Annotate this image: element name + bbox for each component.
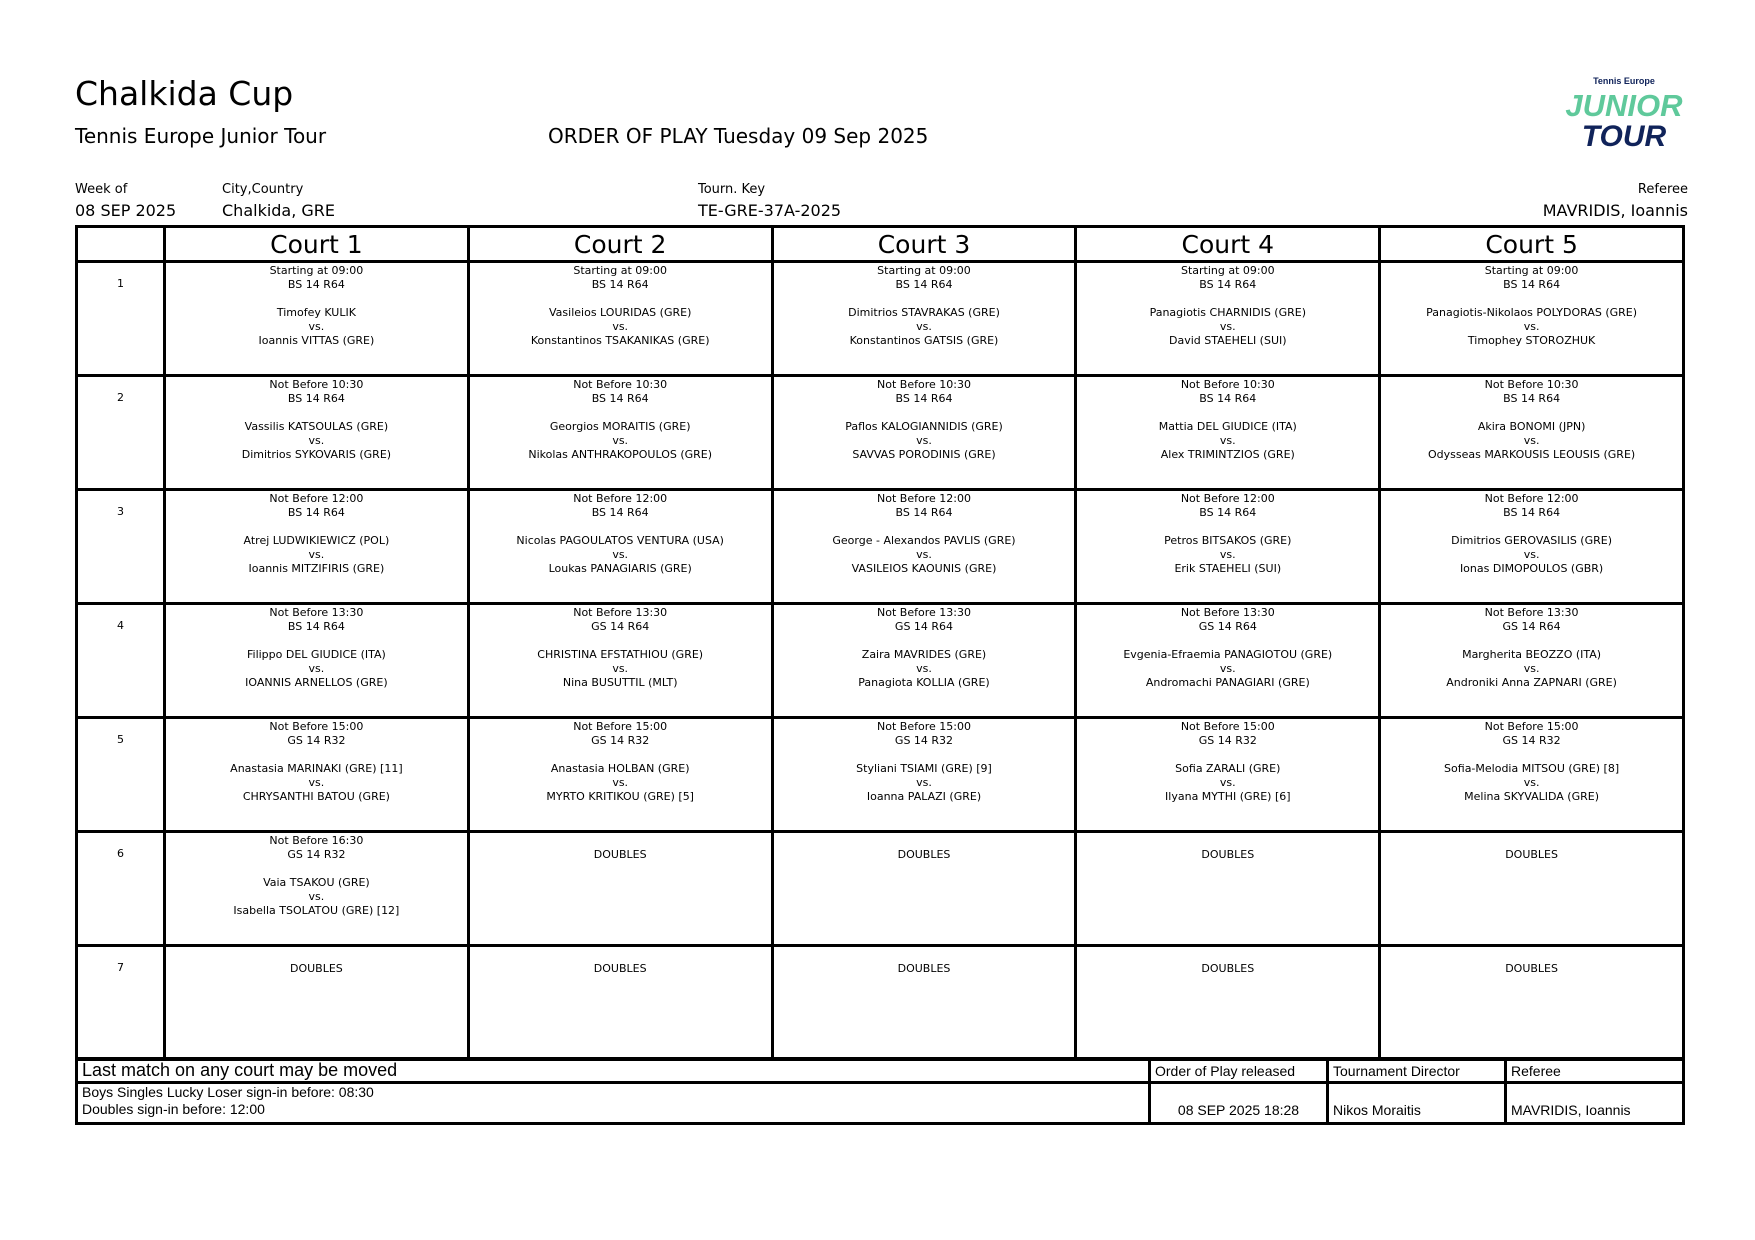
match-event: BS 14 R64	[1199, 506, 1257, 519]
match-cell	[165, 946, 469, 1060]
match-cell	[468, 262, 772, 376]
row-number: 7	[77, 946, 165, 1060]
match-cell	[165, 604, 469, 718]
schedule-row	[77, 490, 1684, 604]
match-cell	[1380, 946, 1684, 1060]
player-one: Georgios MORAITIS (GRE)	[549, 420, 691, 433]
player-one: Filippo DEL GIUDICE (ITA)	[246, 648, 386, 661]
match-event: BS 14 R64	[1503, 392, 1561, 405]
match-time: Not Before 15:00	[1484, 720, 1579, 733]
match-event: BS 14 R64	[591, 278, 649, 291]
match-cell	[165, 376, 469, 490]
match-time: Starting at 09:00	[573, 264, 668, 277]
logo-small-text: Tennis Europe	[1593, 76, 1655, 86]
match-event: BS 14 R64	[1503, 506, 1561, 519]
corner-cell	[77, 227, 165, 262]
match-event: BS 14 R64	[895, 392, 953, 405]
court-header: Court 4	[1076, 227, 1380, 262]
player-one: Styliani TSIAMI (GRE) [9]	[856, 762, 992, 775]
player-one: Petros BITSAKOS (GRE)	[1164, 534, 1292, 547]
player-two: Loukas PANAGIARIS (GRE)	[548, 562, 692, 575]
footer-table	[75, 1057, 1685, 1125]
versus-label: vs.	[308, 662, 325, 675]
match-event: GS 14 R32	[287, 734, 346, 747]
schedule-row	[77, 604, 1684, 718]
tourn-key-label: Tourn. Key	[698, 182, 766, 197]
versus-label: vs.	[612, 320, 629, 333]
match-time: Not Before 10:30	[1180, 378, 1275, 391]
match-cell	[1380, 490, 1684, 604]
match-cell	[165, 832, 469, 946]
match-event: BS 14 R64	[287, 506, 345, 519]
player-two: Konstantinos TSAKANIKAS (GRE)	[530, 334, 710, 347]
player-two: Ioannis MITZIFIRIS (GRE)	[248, 562, 385, 575]
match-cell	[772, 832, 1076, 946]
match-time: Not Before 12:00	[1180, 492, 1275, 505]
order-of-play-title: ORDER OF PLAY Tuesday 09 Sep 2025	[548, 124, 929, 148]
court-header-row	[77, 227, 1684, 262]
player-one: Paflos KALOGIANNIDIS (GRE)	[845, 420, 1003, 433]
player-one: Timofey KULIK	[276, 306, 356, 319]
director-value: Nikos Moraitis	[1328, 1083, 1506, 1124]
match-cell	[1076, 832, 1380, 946]
doubles-label: DOUBLES	[593, 962, 647, 975]
player-one: Panagiotis-Nikolaos POLYDORAS (GRE)	[1426, 306, 1638, 319]
player-one: Akira BONOMI (JPN)	[1477, 420, 1586, 433]
released-value: 08 SEP 2025 18:28	[1150, 1083, 1328, 1124]
match-cell	[165, 490, 469, 604]
match-cell	[1380, 718, 1684, 832]
match-cell	[468, 718, 772, 832]
versus-label: vs.	[1219, 548, 1236, 561]
court-header: Court 5	[1380, 227, 1684, 262]
order-of-play-table	[75, 225, 1685, 1061]
match-time: Starting at 09:00	[269, 264, 364, 277]
match-cell	[1076, 718, 1380, 832]
match-time: Not Before 12:00	[573, 492, 668, 505]
versus-label: vs.	[308, 548, 325, 561]
footer-note: Last match on any court may be moved	[77, 1059, 1150, 1083]
player-one: Atrej LUDWIKIEWICZ (POL)	[243, 534, 390, 547]
player-two: Alex TRIMINTZIOS (GRE)	[1160, 448, 1295, 461]
player-one: Vasileios LOURIDAS (GRE)	[549, 306, 692, 319]
doubles-label: DOUBLES	[1505, 962, 1558, 975]
court-header: Court 2	[468, 227, 772, 262]
match-event: BS 14 R64	[1199, 392, 1257, 405]
schedule-row	[77, 376, 1684, 490]
tour-subtitle: Tennis Europe Junior Tour	[75, 124, 327, 148]
match-event: GS 14 R64	[894, 620, 954, 633]
doubles-label: DOUBLES	[593, 848, 647, 861]
city-label: City,Country	[222, 182, 304, 197]
match-event: BS 14 R64	[895, 506, 953, 519]
player-one: Panagiotis CHARNIDIS (GRE)	[1149, 306, 1307, 319]
versus-label: vs.	[308, 434, 325, 447]
week-value: 08 SEP 2025	[75, 201, 177, 220]
city-value: Chalkida, GRE	[222, 201, 336, 220]
match-time: Not Before 15:00	[573, 720, 668, 733]
player-two: Erik STAEHELI (SUI)	[1174, 562, 1282, 575]
tourn-key-value: TE-GRE-37A-2025	[698, 201, 842, 220]
player-two: Konstantinos GATSIS (GRE)	[849, 334, 999, 347]
match-time: Not Before 12:00	[877, 492, 971, 505]
match-cell	[468, 946, 772, 1060]
schedule-row	[77, 832, 1684, 946]
match-cell	[772, 946, 1076, 1060]
match-time: Not Before 10:30	[1484, 378, 1579, 391]
player-two: Ioannis VITTAS (GRE)	[258, 334, 375, 347]
match-event: BS 14 R64	[1503, 278, 1561, 291]
doubles-label: DOUBLES	[1201, 962, 1255, 975]
match-event: BS 14 R64	[591, 392, 649, 405]
row-number: 6	[77, 832, 165, 946]
match-event: BS 14 R64	[895, 278, 953, 291]
match-cell	[772, 490, 1076, 604]
match-time: Starting at 09:00	[877, 264, 971, 277]
match-cell	[1076, 946, 1380, 1060]
player-two: Panagiota KOLLIA (GRE)	[858, 676, 990, 689]
schedule-row	[77, 718, 1684, 832]
match-cell	[468, 604, 772, 718]
match-event: GS 14 R64	[1198, 620, 1257, 633]
versus-label: vs.	[308, 320, 325, 333]
versus-label: vs.	[1523, 662, 1540, 675]
match-event: GS 14 R32	[1502, 734, 1561, 747]
court-header: Court 3	[772, 227, 1076, 262]
player-one: Sofia-Melodia MITSOU (GRE) [8]	[1444, 762, 1620, 775]
versus-label: vs.	[308, 890, 325, 903]
match-time: Not Before 13:30	[1484, 606, 1579, 619]
match-cell	[1076, 376, 1380, 490]
row-number: 2	[77, 376, 165, 490]
player-one: Dimitrios GEROVASILIS (GRE)	[1451, 534, 1613, 547]
player-two: Timophey STOROZHUK	[1467, 334, 1596, 347]
match-time: Starting at 09:00	[1484, 264, 1579, 277]
schedule-row	[77, 946, 1684, 1060]
match-time: Not Before 15:00	[1180, 720, 1275, 733]
match-cell	[772, 604, 1076, 718]
versus-label: vs.	[612, 548, 629, 561]
junior-tour-logo	[1560, 74, 1688, 154]
tournament-title: Chalkida Cup	[75, 74, 294, 113]
match-cell	[1076, 490, 1380, 604]
versus-label: vs.	[1523, 776, 1540, 789]
match-cell	[165, 718, 469, 832]
signin-info	[77, 1083, 1150, 1124]
player-one: Margherita BEOZZO (ITA)	[1462, 648, 1602, 661]
versus-label: vs.	[612, 776, 629, 789]
player-two: Ioanna PALAZI (GRE)	[866, 790, 982, 803]
player-one: Vassilis KATSOULAS (GRE)	[244, 420, 389, 433]
player-two: Isabella TSOLATOU (GRE) [12]	[233, 904, 400, 917]
player-two: Androniki Anna ZAPNARI (GRE)	[1446, 676, 1617, 689]
match-cell	[468, 376, 772, 490]
match-time: Starting at 09:00	[1180, 264, 1275, 277]
footer-referee-value: MAVRIDIS, Ioannis	[1506, 1083, 1684, 1124]
match-time: Not Before 16:30	[269, 834, 364, 847]
referee-label: Referee	[1637, 182, 1688, 197]
player-two: Ionas DIMOPOULOS (GBR)	[1459, 562, 1604, 575]
doubles-label: DOUBLES	[290, 962, 343, 975]
row-number: 4	[77, 604, 165, 718]
match-time: Not Before 13:30	[269, 606, 364, 619]
player-two: Melina SKYVALIDA (GRE)	[1464, 790, 1599, 803]
versus-label: vs.	[916, 662, 932, 675]
player-two: VASILEIOS KAOUNIS (GRE)	[851, 562, 997, 575]
match-event: GS 14 R32	[894, 734, 954, 747]
match-time: Not Before 10:30	[269, 378, 364, 391]
versus-label: vs.	[916, 434, 932, 447]
match-time: Not Before 12:00	[269, 492, 364, 505]
logo-junior-text: JUNIOR	[1565, 88, 1683, 123]
match-cell	[1076, 262, 1380, 376]
player-one: Evgenia-Efraemia PANAGIOTOU (GRE)	[1123, 648, 1333, 661]
versus-label: vs.	[612, 434, 629, 447]
player-one: Anastasia MARINAKI (GRE) [11]	[230, 762, 403, 775]
player-two: Nina BUSUTTIL (MLT)	[562, 676, 678, 689]
versus-label: vs.	[308, 776, 325, 789]
match-cell	[1380, 376, 1684, 490]
referee-value: MAVRIDIS, Ioannis	[1542, 201, 1688, 220]
week-label: Week of	[75, 182, 128, 197]
player-one: George - Alexandos PAVLIS (GRE)	[832, 534, 1016, 547]
match-time: Not Before 13:30	[1180, 606, 1275, 619]
director-label: Tournament Director	[1328, 1059, 1506, 1083]
player-two: Andromachi PANAGIARI (GRE)	[1145, 676, 1310, 689]
match-time: Not Before 10:30	[877, 378, 971, 391]
versus-label: vs.	[1523, 320, 1540, 333]
player-one: CHRISTINA EFSTATHIOU (GRE)	[537, 648, 704, 661]
player-one: Zaira MAVRIDES (GRE)	[861, 648, 987, 661]
match-cell	[1380, 262, 1684, 376]
signin-doubles: Doubles sign-in before: 12:00	[82, 1101, 265, 1117]
player-two: IOANNIS ARNELLOS (GRE)	[245, 676, 388, 689]
match-event: BS 14 R64	[287, 392, 345, 405]
versus-label: vs.	[916, 320, 932, 333]
footer-referee-label: Referee	[1506, 1059, 1684, 1083]
match-cell	[468, 490, 772, 604]
versus-label: vs.	[1219, 320, 1236, 333]
match-time: Not Before 13:30	[877, 606, 971, 619]
player-two: SAVVAS PORODINIS (GRE)	[852, 448, 996, 461]
doubles-label: DOUBLES	[1201, 848, 1255, 861]
match-time: Not Before 12:00	[1484, 492, 1579, 505]
match-cell	[1076, 604, 1380, 718]
match-time: Not Before 15:00	[269, 720, 364, 733]
match-event: BS 14 R64	[1199, 278, 1257, 291]
match-event: GS 14 R32	[1198, 734, 1257, 747]
row-number: 3	[77, 490, 165, 604]
player-two: Nikolas ANTHRAKOPOULOS (GRE)	[528, 448, 713, 461]
match-time: Not Before 15:00	[877, 720, 971, 733]
doubles-label: DOUBLES	[897, 848, 951, 861]
player-one: Vaia TSAKOU (GRE)	[263, 876, 370, 889]
versus-label: vs.	[916, 548, 932, 561]
match-cell	[468, 832, 772, 946]
versus-label: vs.	[1523, 434, 1540, 447]
released-label: Order of Play released	[1150, 1059, 1328, 1083]
match-time: Not Before 10:30	[573, 378, 668, 391]
logo-tour-text: TOUR	[1581, 120, 1667, 153]
match-event: BS 14 R64	[591, 506, 649, 519]
signin-lucky-loser: Boys Singles Lucky Loser sign-in before: 08:30	[82, 1084, 374, 1100]
match-time: Not Before 13:30	[573, 606, 668, 619]
match-event: GS 14 R32	[591, 734, 650, 747]
match-cell	[772, 718, 1076, 832]
player-one: Dimitrios STAVRAKAS (GRE)	[848, 306, 1000, 319]
match-cell	[772, 262, 1076, 376]
match-event: GS 14 R64	[591, 620, 650, 633]
versus-label: vs.	[612, 662, 629, 675]
row-number: 1	[77, 262, 165, 376]
match-event: GS 14 R64	[1502, 620, 1561, 633]
match-event: BS 14 R64	[287, 278, 345, 291]
versus-label: vs.	[1219, 434, 1236, 447]
player-one: Nicolas PAGOULATOS VENTURA (USA)	[516, 534, 724, 547]
row-number: 5	[77, 718, 165, 832]
match-cell	[1380, 832, 1684, 946]
match-cell	[165, 262, 469, 376]
match-event: BS 14 R64	[287, 620, 345, 633]
versus-label: vs.	[916, 776, 932, 789]
player-two: CHRYSANTHI BATOU (GRE)	[242, 790, 390, 803]
versus-label: vs.	[1523, 548, 1540, 561]
player-one: Mattia DEL GIUDICE (ITA)	[1158, 420, 1297, 433]
schedule-row	[77, 262, 1684, 376]
player-two: David STAEHELI (SUI)	[1169, 334, 1287, 347]
player-two: Odysseas MARKOUSIS LEOUSIS (GRE)	[1427, 448, 1636, 461]
player-one: Anastasia HOLBAN (GRE)	[550, 762, 690, 775]
versus-label: vs.	[1219, 662, 1236, 675]
player-two: Dimitrios SYKOVARIS (GRE)	[241, 448, 392, 461]
match-cell	[1380, 604, 1684, 718]
versus-label: vs.	[1219, 776, 1236, 789]
match-cell	[772, 376, 1076, 490]
match-event: GS 14 R32	[287, 848, 346, 861]
player-two: MYRTO KRITIKOU (GRE) [5]	[546, 790, 694, 803]
player-one: Sofia ZARALI (GRE)	[1175, 762, 1281, 775]
player-two: Ilyana MYTHI (GRE) [6]	[1165, 790, 1291, 803]
doubles-label: DOUBLES	[897, 962, 951, 975]
doubles-label: DOUBLES	[1505, 848, 1558, 861]
court-header: Court 1	[165, 227, 469, 262]
